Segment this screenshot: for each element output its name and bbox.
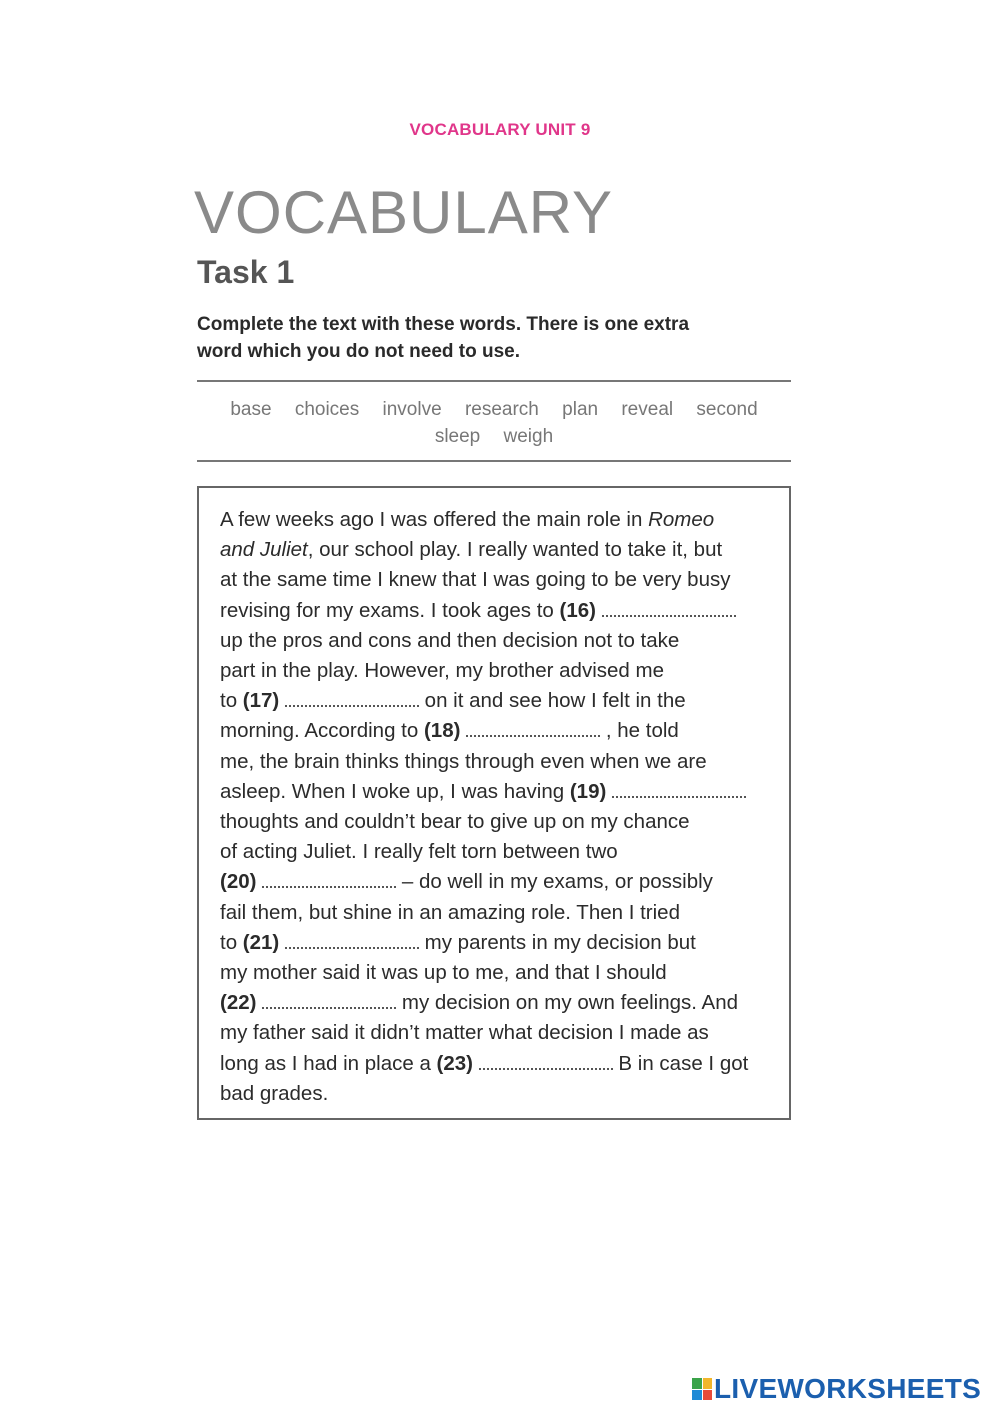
- passage-text-segment: on it and see how I felt in the: [418, 689, 686, 713]
- gap-number-22: (22): [220, 991, 257, 1015]
- passage-line: part in the play. However, my brother advised me: [220, 659, 664, 683]
- passage-line: me, the brain thinks things through even when we are: [220, 749, 707, 773]
- passage-text-segment: my decision on my own feelings. And: [396, 991, 739, 1015]
- passage-text-segment: long as I had in place a: [220, 1051, 437, 1075]
- passage-line: at the same time I knew that I was going to be very busy: [220, 568, 731, 592]
- passage-text-segment: – do well in my exams, or possibly: [396, 870, 713, 894]
- word-bank-item: plan: [562, 399, 599, 420]
- gap-21-blank[interactable]: [285, 931, 419, 949]
- gap-number-17: (17): [242, 689, 280, 713]
- passage-line: bad grades.: [220, 1081, 329, 1105]
- passage-text-segment: , he told: [605, 719, 679, 743]
- passage-text-segment: revising for my exams. I took ages to: [220, 598, 560, 622]
- passage-text-segment: to: [220, 689, 243, 713]
- passage-box: [197, 486, 791, 1120]
- passage-italic-title: Romeo: [648, 508, 715, 531]
- passage-text-segment: morning. According to: [220, 719, 424, 743]
- gap-23-blank[interactable]: [479, 1052, 613, 1070]
- gap-number-19: (19): [569, 779, 607, 803]
- gap-number-20: (20): [220, 870, 257, 894]
- word-bank-item: base: [230, 399, 272, 420]
- section-title: VOCABULARY: [194, 179, 614, 246]
- passage-text-segment: my parents in my decision but: [418, 930, 696, 954]
- word-bank-item: research: [464, 399, 539, 420]
- gap-number-23: (23): [436, 1051, 474, 1075]
- word-bank-item: sleep: [434, 426, 481, 447]
- passage-line: thoughts and couldn’t bear to give up on my chance: [220, 810, 690, 834]
- gap-number-16: (16): [559, 598, 596, 622]
- word-bank-item: weigh: [503, 426, 554, 447]
- instructions-line: Complete the text with these words. There is one extra: [197, 314, 690, 335]
- passage-text-segment: to: [220, 930, 243, 954]
- gap-20-blank[interactable]: [262, 870, 396, 888]
- passage-text-segment: B in case I got: [612, 1051, 749, 1075]
- logo-text: LIVEWORKSHEETS: [714, 1373, 982, 1404]
- gap-number-21: (21): [242, 930, 280, 954]
- passage-line: fail them, but shine in an amazing role. Then I tried: [220, 900, 680, 924]
- gap-22-blank[interactable]: [262, 991, 396, 1009]
- passage-italic-title: and Juliet: [220, 538, 308, 562]
- word-bank-item: involve: [382, 399, 442, 420]
- passage-line: of acting Juliet. I really felt torn between two: [220, 840, 618, 864]
- instructions: [197, 311, 777, 365]
- gap-16-blank[interactable]: [602, 599, 736, 617]
- passage-text: [220, 505, 780, 1109]
- passage-text-segment: , our school play. I really wanted to take it, but: [307, 538, 723, 562]
- word-bank-item: choices: [294, 399, 360, 420]
- task-title: Task 1: [197, 254, 295, 290]
- page-header-label: VOCABULARY UNIT 9: [409, 120, 591, 139]
- passage-line: my mother said it was up to me, and that I should: [220, 961, 667, 985]
- passage-line: my father said it didn’t matter what decision I made as: [220, 1021, 709, 1045]
- word-bank: [197, 380, 791, 462]
- gap-number-18: (18): [423, 719, 461, 743]
- gap-18-blank[interactable]: [466, 719, 600, 737]
- liveworksheets-logo-icon: [692, 1378, 712, 1400]
- passage-line: up the pros and cons and then decision not to take: [220, 628, 680, 652]
- liveworksheets-logo: [692, 1374, 981, 1404]
- word-bank-item: second: [696, 399, 758, 420]
- passage-text-segment: A few weeks ago I was offered the main role in: [220, 508, 649, 531]
- instructions-line: word which you do not need to use.: [197, 341, 520, 362]
- gap-17-blank[interactable]: [285, 689, 419, 707]
- gap-19-blank[interactable]: [612, 780, 746, 798]
- passage-text-segment: asleep. When I woke up, I was having: [220, 779, 570, 803]
- word-bank-item: reveal: [621, 399, 674, 420]
